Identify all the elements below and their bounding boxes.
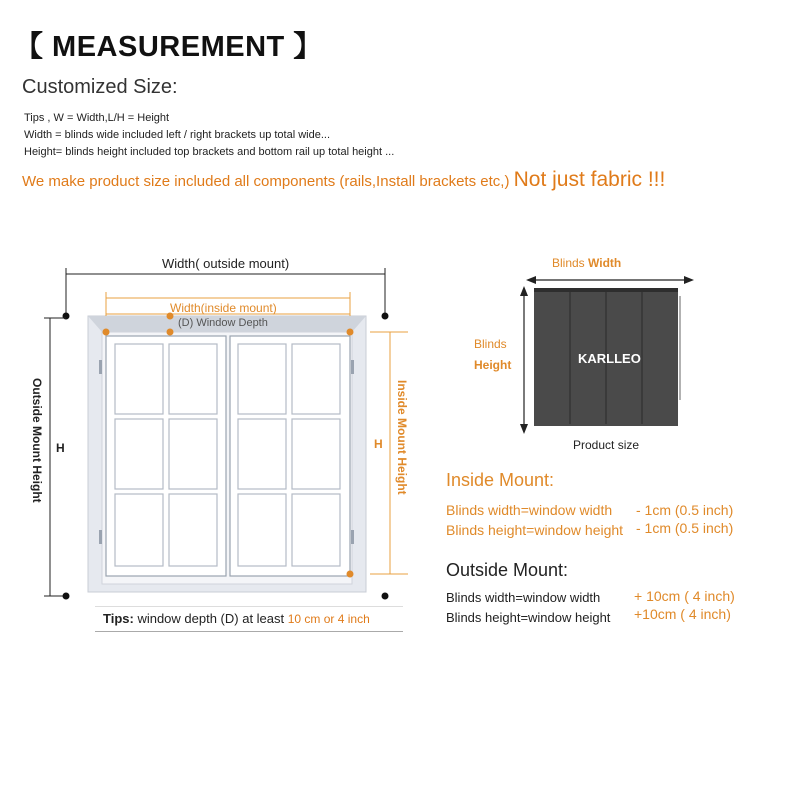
brand-label: KARLLEO [578,351,641,366]
product-size-caption: Product size [573,438,640,452]
inside-mount-rule-1: Blinds width=window width [446,502,613,518]
corner-dot [382,593,389,600]
outside-mount-rule-1-value: + 10cm ( 4 inch) [634,588,735,604]
corner-dot [63,593,70,600]
corner-dot-orange [167,329,174,336]
outside-mount-rule-2-value: +10cm ( 4 inch) [634,606,731,622]
depth-tip-text: window depth (D) at least [133,611,288,626]
corner-dot-orange [103,329,110,336]
inside-mount-rule-2-value: - 1cm (0.5 inch) [636,520,734,536]
tip-line-1: Tips , W = Width,L/H = Height [24,112,170,124]
outside-mount-rule-2: Blinds height=window height [446,610,611,625]
inside-mount-heading: Inside Mount: [446,470,555,490]
outside-height-label: Outside Mount Height [30,378,44,503]
outside-mount-rule-1: Blinds width=window width [446,590,601,605]
inside-height-label: Inside Mount Height [395,380,409,495]
window-depth-label: (D) Window Depth [178,317,268,329]
blinds-width-label [552,256,621,270]
blinds-width-label-a: Blinds [552,256,589,270]
inside-height-h: H [374,437,383,451]
inside-mount-rule-1-value: - 1cm (0.5 inch) [636,502,734,518]
corner-dot [382,313,389,320]
product-size-note-text: We make product size included all components (rails,Install brackets etc,) [22,173,510,190]
tip-line-2: Width = blinds wide included left / right brackets up total wide... [24,129,331,141]
corner-dot-orange [347,329,354,336]
page-title: 【 MEASUREMENT 】 [14,31,323,63]
outside-height-h: H [56,441,65,455]
tip-line-3: Height= blinds height included top brackets and bottom rail up total height ... [24,146,395,158]
outside-mount-heading: Outside Mount: [446,560,569,580]
blinds-width-label-b: Width [588,256,622,270]
outside-width-label: Width( outside mount) [162,256,290,271]
blinds-height-label-a: Blinds [474,337,507,351]
depth-tip [95,606,403,632]
product-size-note-emphasis: Not just fabric !!! [513,168,666,191]
depth-tip-value: 10 cm or 4 inch [287,612,370,626]
inside-mount-rule-2: Blinds height=window height [446,522,624,538]
blinds-height-label-b: Height [474,358,512,372]
inside-width-label: Width(inside mount) [170,301,277,315]
section-subtitle: Customized Size: [22,76,178,98]
depth-tip-prefix: Tips: [103,611,134,626]
corner-dot-orange [347,571,354,578]
